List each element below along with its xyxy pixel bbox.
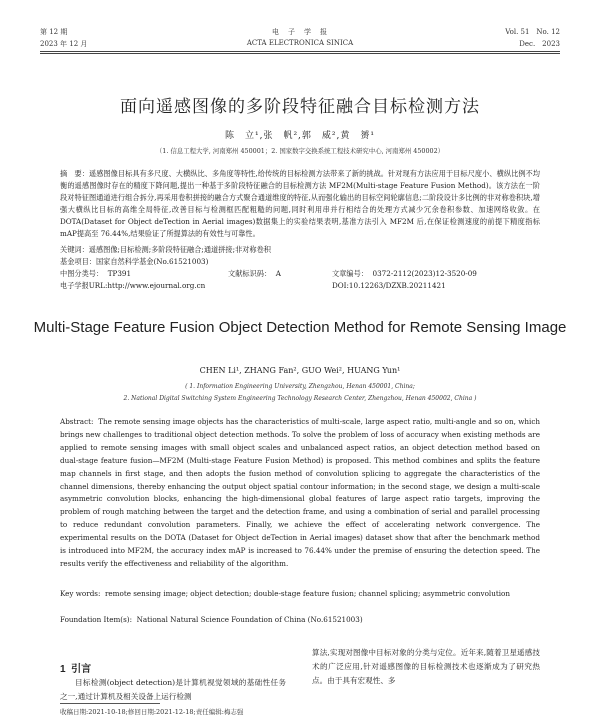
header-rule: [40, 51, 560, 52]
fund-cn-label: 基金项目：: [60, 257, 96, 266]
section-title: 引言: [71, 664, 92, 675]
header-date-cn: 2023 年 12 月: [40, 40, 88, 48]
keywords-cn-label: 关键词：: [60, 245, 89, 254]
body-left-column: 目标检测(object detection)是计算机视觉领域的基础性任务之一,通过计算机及相关设备上运行检测: [60, 678, 286, 701]
keywords-cn: [60, 244, 540, 256]
keywords-cn-text: 遥感图像;目标检测;多阶段特征融合;通道拼接;非对称卷积: [88, 245, 271, 254]
header-date-en: Dec. 2023: [519, 40, 560, 48]
url-value[interactable]: http://www.ejournal.org.cn: [107, 281, 206, 290]
article-no-label: 文章编号：: [332, 269, 368, 278]
clc-label: 中图分类号：: [60, 269, 104, 278]
authors-en: CHEN Li¹, ZHANG Fan², GUO Wei², HUANG Yun¹: [199, 366, 401, 375]
abstract-en-text: The remote sensing image objects has the characteristics of multi-scale, large aspect ratio, multi-angle and so on, which brings new challenges to traditional object detection methods. To solve the problem of loss of accuracy when existing methods are applied to remote sensing images with small object scales and unbalanced aspect ratios, an object detection method based on dual-stage feature fusion—MF2M (Multi-stage Feature Fusion Method) is proposed. This method combines and splits the feature map channels in first stage, and then adopts the fusion method of convolution splicing to aggregate the characteristics of the channel dimensions, thereby enhancing the output object spatial contour information; in the second stage, we design a multi-scale asymmetric convolution blocks, enhancing the high-dimensional global features of large aspect ratio targets, improving the problem of rough matching between the target and the detection frame, and using a combination of serial and parallel processing to reduce redundant convolution parameters. Finally, we achieve the effect of accelerating network convergence. The experimental results on the DOTA (Dataset for Object deTection in Aerial images) dataset show that after the benchmark method is introduced into MF2M, the accuracy index mAP is increased to 76.44% under the premise of ensuring the detection speed. The results verify the effectiveness and reliability of the algorithm.: [60, 417, 540, 568]
doi: [332, 280, 446, 292]
doc-code-value: A: [275, 269, 281, 278]
body-right-column: 算法,实现对图像中目标对象的分类与定位。近年来,随着卫星遥感技术的广泛应用,针对遥感图像的目标检测技术也逐渐成为了研究热点。由于具有宏观性、多: [312, 648, 540, 685]
fund-cn-text: 国家自然科学基金(No.61521003): [95, 257, 209, 266]
header-journal-cn: 电 子 学 报: [272, 28, 328, 36]
section-heading: [60, 660, 91, 675]
fund-en-text: National Natural Science Foundation of China (No.61521003): [136, 615, 363, 624]
keywords-en: [60, 588, 540, 601]
abstract-cn-label: 摘 要：: [60, 169, 89, 178]
authors-cn: 陈 立¹,张 帆²,郭 威²,黄 赟¹: [224, 131, 375, 141]
affiliations-cn: （1. 信息工程大学, 河南郑州 450001；2. 国家数字交换系统工程技术研究中心, 河南郑州 450002）: [155, 147, 445, 155]
keywords-en-label: Key words:: [60, 589, 101, 598]
abstract-cn-text: 遥感图像目标具有多尺度、大横纵比、多角度等特性,给传统的目标检测方法带来了新的挑战。针对现有方法应用于目标尺度小、横纵比例不均衡的遥感图像时存在的精度下降问题,提出一种基于多阶段特征融合的目标检测方法 MF2M(Multi-stage Feature Fusion Method)。该方法在一阶段对特征图通道进行组合拆分,再采用卷积拼接的融合方式聚合通道维度的特征,从而强化输出的目标空间轮廓信息;二阶段设计多比例的非对称卷积块,增强大横纵比目标的高维全局特征,改善目标与检测框匹配粗糙的问题,同时利用串并行相结合的处理方式减少冗余卷积参数、加速网络收敛。在 DOTA(Dataset for Object deTection in Aerial images)数据集上的实验结果表明,基准方法引入 MF2M 后,在保证检测速度的前提下精度指标mAP提高至 76.44%,结果验证了所提算法的有效性与可靠性。: [60, 169, 540, 238]
fund-en-label: Foundation Item(s):: [60, 615, 133, 624]
footnote: 收稿日期:2021-10-18;修回日期:2021-12-18;责任编辑:梅志强: [60, 708, 244, 716]
header-issue-cn: 第 12 期: [40, 28, 68, 36]
abstract-en-label: Abstract:: [60, 417, 94, 426]
url-label: 电子学报URL:: [60, 281, 108, 290]
fund-cn: [60, 256, 540, 268]
article-no: [332, 268, 477, 280]
article-no-value: 0372-2112(2023)12-3520-09: [372, 269, 477, 278]
journal-url: [60, 280, 205, 292]
affiliation-en-2: 2. National Digital Switching System Engineering Technology Research Center, Zhengzhou, Henan 450002, China ): [123, 395, 477, 402]
header-journal-en: ACTA ELECTRONICA SINICA: [246, 39, 354, 47]
header-volume: Vol. 51 No. 12: [505, 28, 560, 36]
section-number: 1: [60, 664, 66, 675]
abstract-cn: [60, 168, 540, 240]
affiliation-en-1: ( 1. Information Engineering University, Zhengzhou, Henan 450001, China;: [185, 383, 415, 390]
doi-value[interactable]: 10.12263/DZXB.20211421: [348, 281, 446, 290]
header-rule-2: [40, 53, 560, 54]
keywords-en-text: remote sensing image; object detection; double-stage feature fusion; channel splicing; asymmetric convolution: [104, 589, 511, 598]
title-cn: 面向遥感图像的多阶段特征融合目标检测方法: [120, 97, 480, 117]
doc-code-label: 文献标识码：: [228, 269, 272, 278]
fund-en: [60, 614, 540, 627]
footnote-rule: [60, 703, 160, 704]
abstract-en: [60, 416, 540, 571]
title-en: Multi-Stage Feature Fusion Object Detection Method for Remote Sensing Image: [33, 319, 567, 336]
doc-code: [228, 268, 281, 280]
doi-label: DOI:: [332, 281, 349, 290]
clc: [60, 268, 131, 280]
clc-value: TP391: [107, 269, 132, 278]
